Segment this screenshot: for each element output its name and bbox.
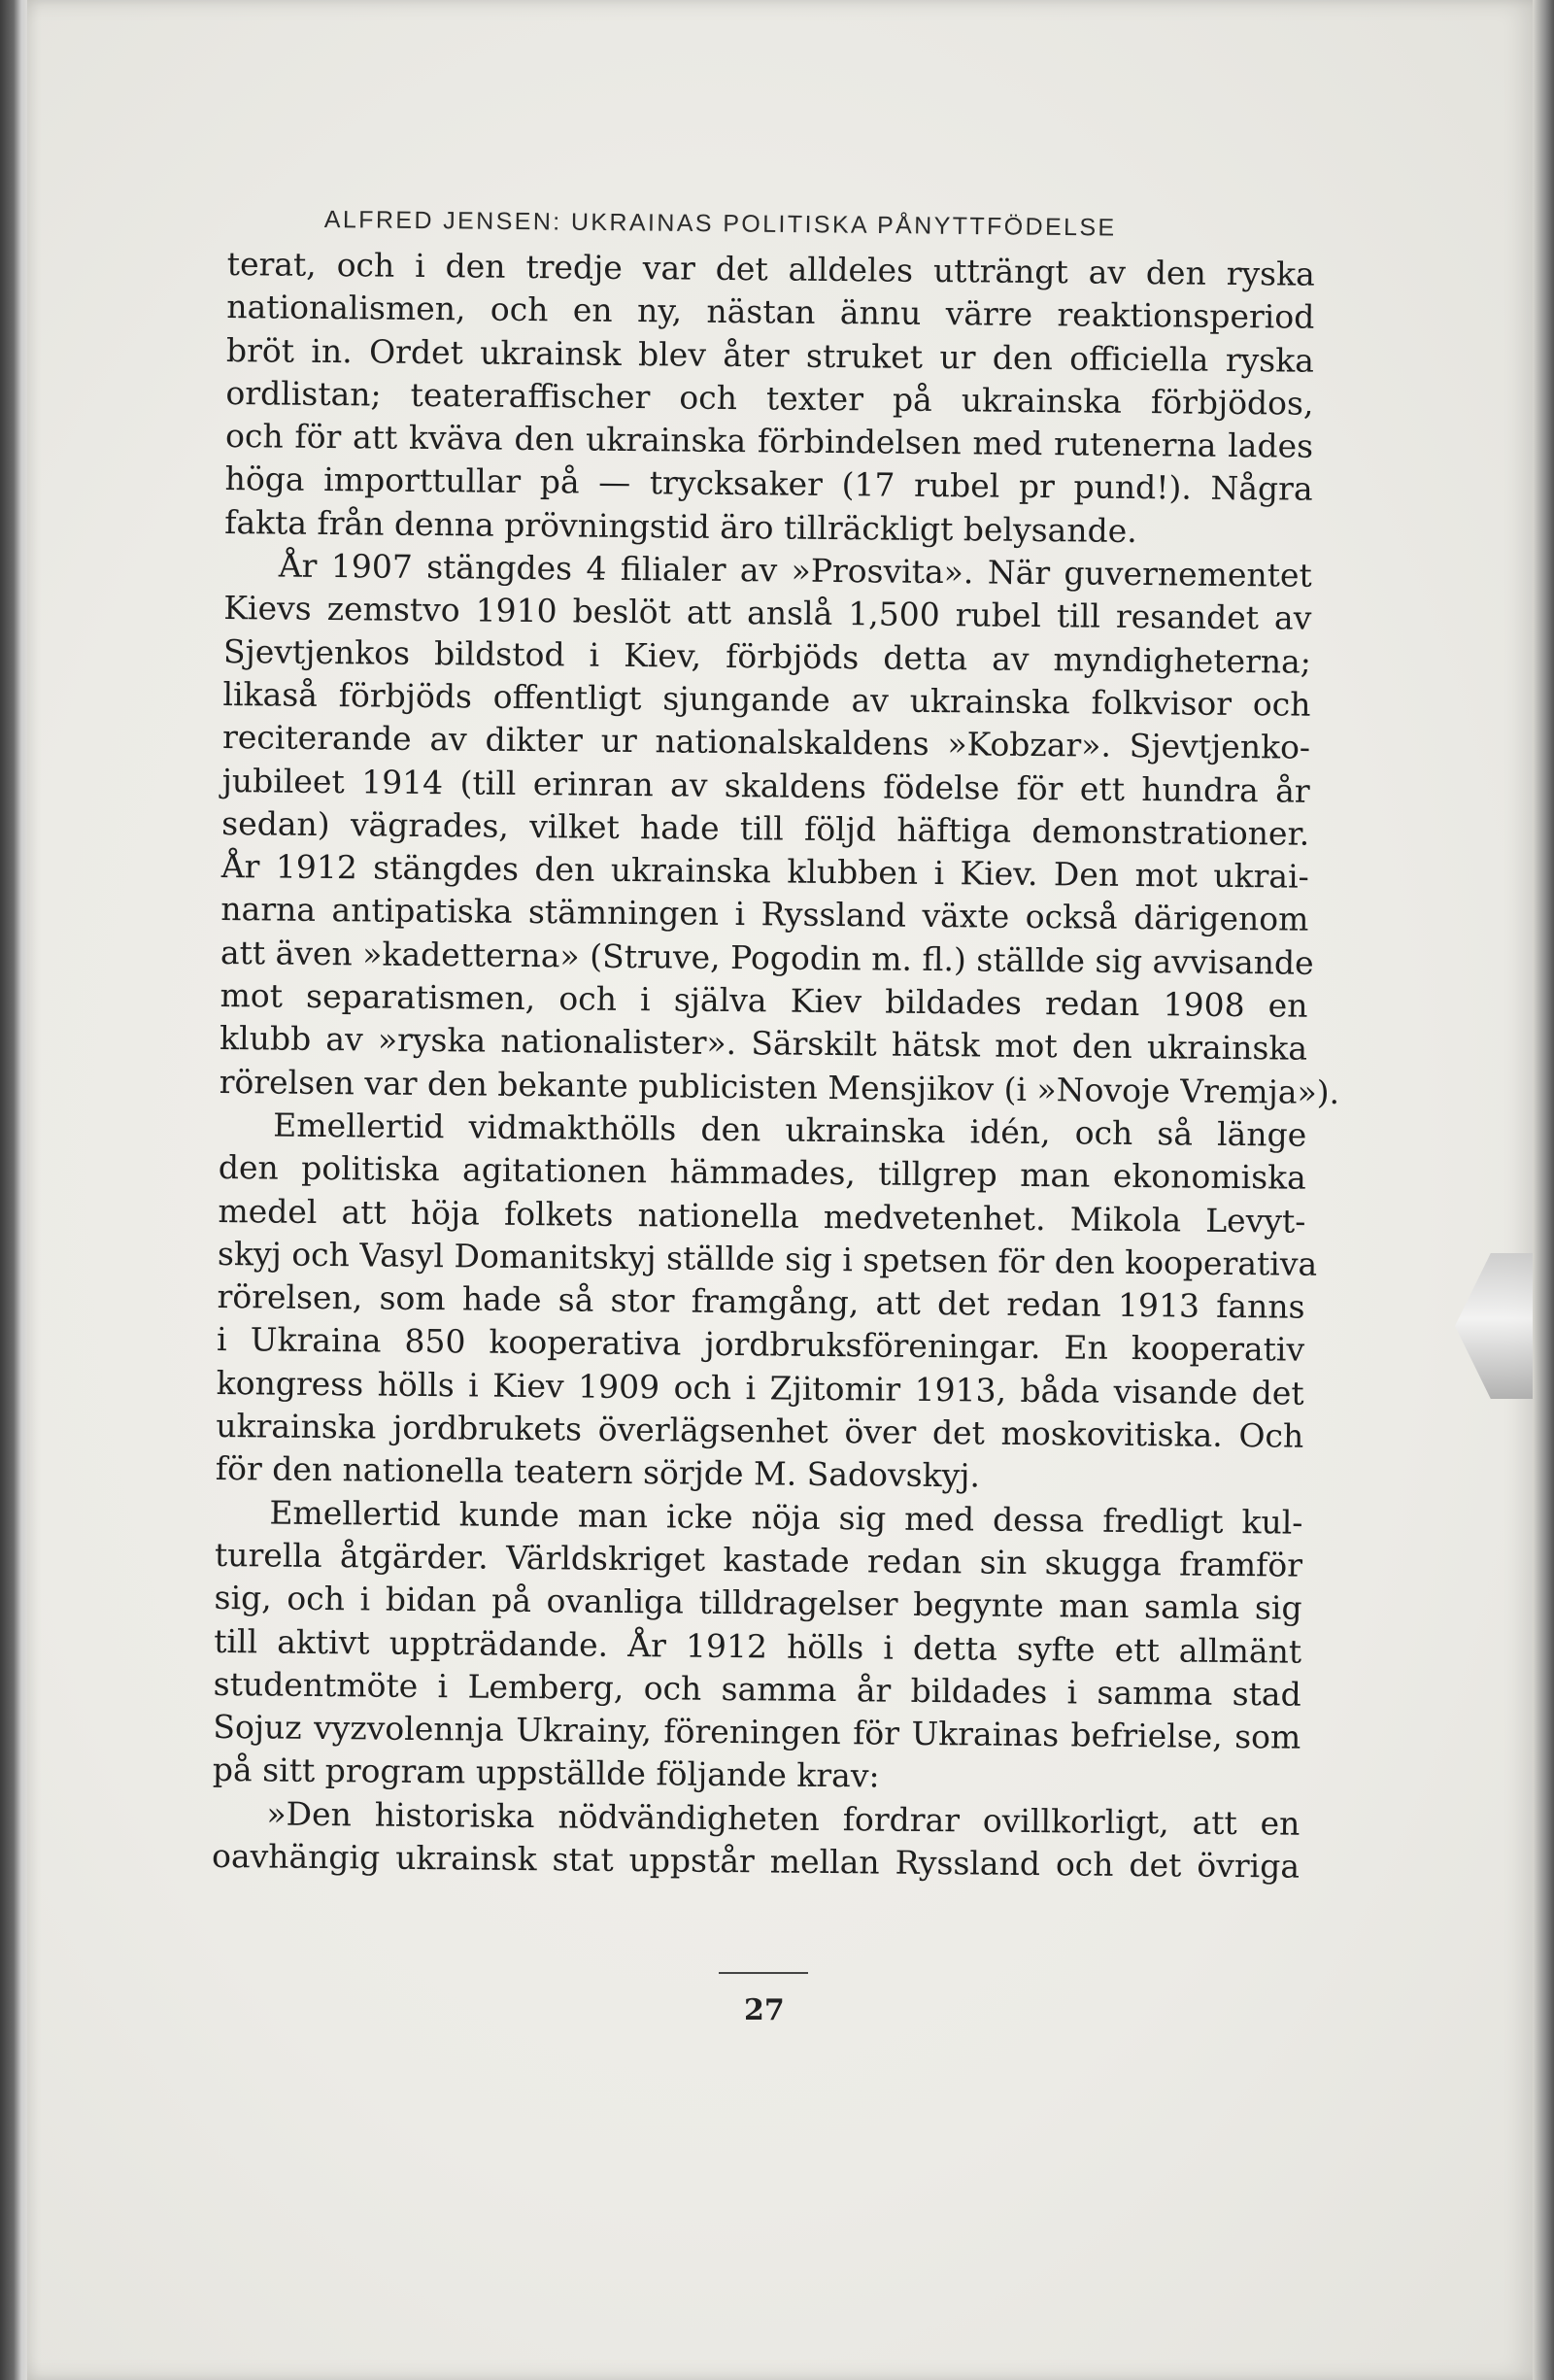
footer-rule (719, 1972, 808, 1974)
book-page (27, 0, 1542, 2380)
text-line: kongress hölls i Kiev 1909 och i Zjitomir 1913, båda visande det (216, 1363, 1304, 1412)
text-line: i Ukraina 850 kooperativa jordbruksföreningar. En kooperativ (216, 1320, 1305, 1370)
text-line: jubileet 1914 (till erinran av skaldens födelse för ett hundra år (221, 761, 1310, 810)
text-line: turella åtgärder. Världskriget kastade redan sin skugga framför (214, 1535, 1303, 1584)
text-line: höga importtullar på — trycksaker (17 rubel pr pund!). Några (224, 459, 1313, 509)
text-line: bröt in. Ordet ukrainsk blev åter struket ur den officiella ryska (225, 330, 1315, 380)
text-line: Kievs zemstvo 1910 beslöt att anslå 1,500 rubel till resandet av (223, 589, 1312, 638)
text-line: och för att kväva den ukrainska förbindelsen med rutenerna lades (224, 417, 1314, 465)
running-head: ALFRED JENSEN: UKRAINAS POLITISKA PÅNYTTFÖDELSE (323, 206, 1117, 242)
text-line: klubb av »ryska nationalister». Särskilt hätsk mot den ukrainska (219, 1019, 1308, 1069)
text-line: likaså förbjöds offentligt sjungande av ukrainska folkvisor och (222, 674, 1311, 724)
text-line: nationalismen, och en ny, nästan ännu värre reaktionsperiod (226, 288, 1315, 337)
text-line: för den nationella teatern sörjde M. Sadovskyj. (215, 1449, 981, 1495)
text-line: Sjevtjenkos bildstod i Kiev, förbjöds detta av myndigheterna; (222, 631, 1312, 681)
text-line: Sojuz vyzvolennja Ukrainy, föreningen för Ukrainas befrielse, som (213, 1708, 1301, 1756)
text-line: rörelsen, som hade så stor framgång, att det redan 1913 fanns (217, 1277, 1305, 1326)
text-line: att även »kadetterna» (Struve, Pogodin m. fl.) ställde sig avvisande (220, 933, 1314, 982)
text-line: den politiska agitationen hämmades, tillgrep man ekonomiska (218, 1148, 1306, 1197)
text-line: mot separatismen, och i själva Kiev bildades redan 1908 en (220, 976, 1308, 1025)
text-line: ordlistan; teateraffischer och texter på ukrainska förbjödos, (225, 373, 1314, 423)
book-edge (1533, 0, 1554, 2380)
text-line: oavhängig ukrainsk stat uppstår mellan Ryssland och det övriga (211, 1836, 1301, 1886)
text-line: ukrainska jordbrukets överlägsenhet över det moskovitiska. Och (216, 1406, 1304, 1455)
body-text (211, 243, 1340, 1888)
text-line: fakta från denna prövningstid äro tillräckligt belysande. (224, 502, 1137, 550)
text-line: sig, och i bidan på ovanliga tilldragelser begynte man samla sig (214, 1579, 1302, 1627)
page-number: 27 (744, 1993, 785, 2027)
text-line: narna antipatiska stämningen i Ryssland växte också därigenom (220, 890, 1309, 939)
text-line: rörelsen var den bekante publicisten Mensjikov (i »Novoje Vremja»). (219, 1062, 1340, 1111)
text-line: terat, och i den tredje var det alldeles utträngt av den ryska (226, 244, 1315, 293)
text-line: på sitt program uppställde följande krav: (212, 1751, 880, 1795)
text-line: medel att höja folkets nationella medvetenhet. Mikola Levyt- (218, 1191, 1306, 1241)
text-line: Emellertid kunde man icke nöja sig med dessa fredligt kul- (269, 1493, 1303, 1542)
text-line: År 1912 stängdes den ukrainska klubben i Kiev. Den mot ukrai- (220, 847, 1309, 896)
text-line: till aktivt uppträdande. År 1912 hölls i detta syfte ett allmänt (213, 1621, 1302, 1671)
text-line: studentmöte i Lemberg, och samma år bildades i samma stad (213, 1664, 1301, 1714)
text-line: sedan) vägrades, vilket hade till följd häftiga demonstrationer. (221, 803, 1310, 853)
text-line: skyj och Vasyl Domanitskyj ställde sig i spetsen för den kooperativa (217, 1234, 1318, 1283)
text-line: »Den historiska nödvändigheten fordrar ovillkorligt, att en (266, 1794, 1301, 1843)
text-line: Emellertid vidmakthölls den ukrainska idén, och så länge (273, 1105, 1307, 1154)
text-line: År 1907 stängdes 4 filialer av »Prosvita». När guvernementet (278, 546, 1312, 595)
text-line: reciterande av dikter ur nationalskaldens »Kobzar». Sjevtjenko- (221, 718, 1311, 766)
